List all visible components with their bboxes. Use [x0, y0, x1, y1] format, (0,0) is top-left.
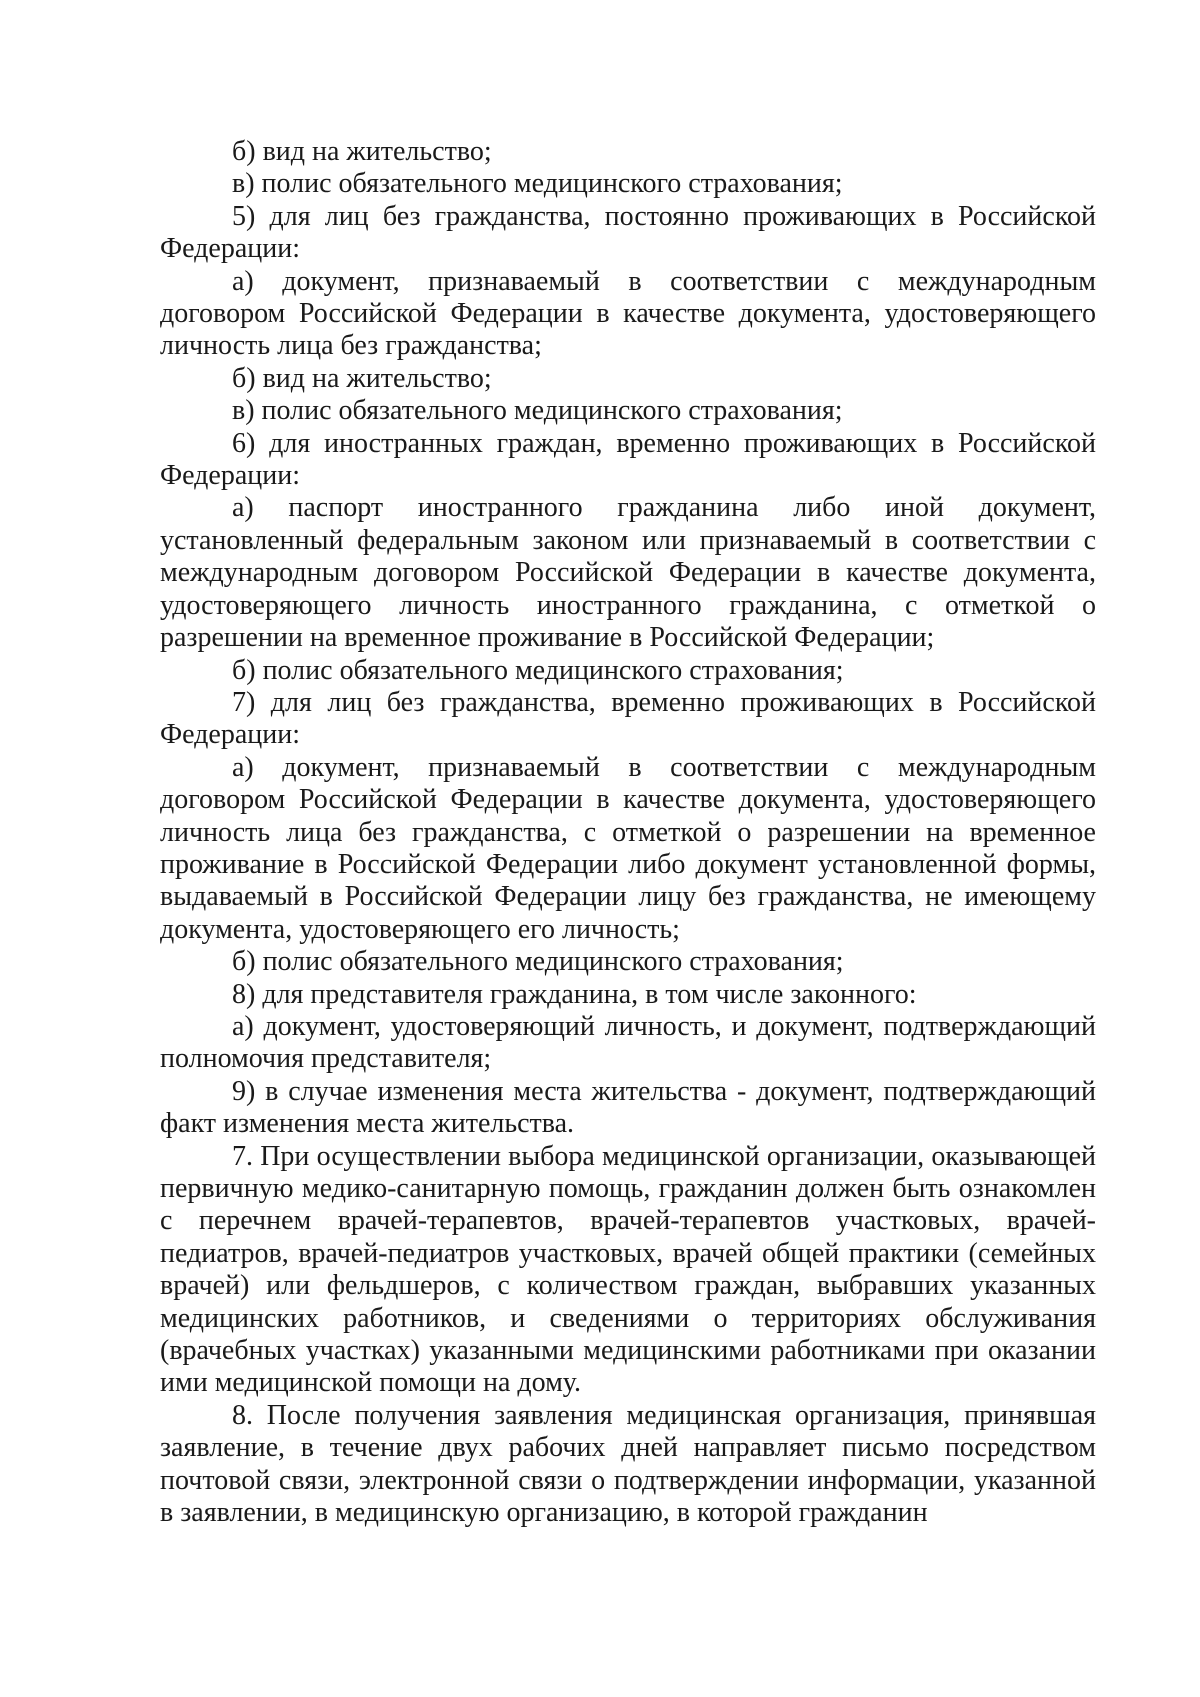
paragraph-item-6-foreign-temporary: 6) для иностранных граждан, временно проживающих в Российской Федерации:: [160, 427, 1096, 492]
paragraph-item-a-representative-documents: а) документ, удостоверяющий личность, и документ, подтверждающий полномочия представителя;: [160, 1010, 1096, 1075]
paragraph-item-b-insurance-policy: б) полис обязательного медицинского страхования;: [232, 654, 844, 686]
paragraph-item-7-stateless-temporary: 7) для лиц без гражданства, временно проживающих в Российской Федерации:: [160, 686, 1096, 751]
paragraph-item-b-residence-permit: б) вид на жительство;: [232, 362, 492, 394]
paragraph-item-a-stateless-temporary-document: а) документ, признаваемый в соответствии с международным договором Российской Федерации в качестве документа, удостоверяющего личность лица без гражданства, с отметкой о разрешении на временное проживание в Российской Федерации либо документ установленной формы, выдаваемый в Российской Федерации лицу без гражданства, не имеющему документа, удостоверяющего его личность;: [160, 751, 1096, 945]
paragraph-item-8-representative: 8) для представителя гражданина, в том числе законного:: [232, 978, 917, 1010]
paragraph-item-v-insurance-policy: в) полис обязательного медицинского страхования;: [232, 168, 843, 200]
paragraph-item-a-foreign-passport: а) паспорт иностранного гражданина либо иной документ, установленный федеральным законом или признаваемый в соответствии с международным договором Российской Федерации в качестве документа, удостоверяющего личность иностранного гражданина, с отметкой о разрешении на временное проживание в Российской Федерации;: [160, 492, 1096, 654]
paragraph-section-7: 7. При осуществлении выбора медицинской организации, оказывающей первичную медико-санитарную помощь, гражданин должен быть ознакомлен с перечнем врачей-терапевтов, врачей-терапевтов участковых, врачей-педиатров, врачей-педиатров участковых, врачей общей практики (семейных врачей) или фельдшеров, с количеством граждан, выбравших указанных медицинских работников, и сведениями о территориях обслуживания (врачебных участках) указанными медицинскими работниками при оказании ими медицинской помощи на дому.: [160, 1140, 1096, 1399]
paragraph-item-a-stateless-id-document: а) документ, признаваемый в соответствии с международным договором Российской Федерации в качестве документа, удостоверяющего личность лица без гражданства;: [160, 265, 1096, 362]
paragraph-item-b-insurance-policy: б) полис обязательного медицинского страхования;: [232, 946, 844, 978]
document-page: [160, 136, 1096, 1529]
paragraph-item-b-residence-permit: б) вид на жительство;: [232, 136, 492, 167]
paragraph-item-v-insurance-policy: в) полис обязательного медицинского страхования;: [232, 395, 843, 427]
paragraph-section-8: 8. После получения заявления медицинская организация, принявшая заявление, в течение двух рабочих дней направляет письмо посредством почтовой связи, электронной связи о подтверждении информации, указанной в заявлении, в медицинскую организацию, в которой гражданин: [160, 1399, 1096, 1529]
paragraph-item-9-change-of-residence: 9) в случае изменения места жительства - документ, подтверждающий факт изменения места жительства.: [160, 1075, 1096, 1140]
paragraph-item-5-stateless-permanent: 5) для лиц без гражданства, постоянно проживающих в Российской Федерации:: [160, 200, 1096, 265]
